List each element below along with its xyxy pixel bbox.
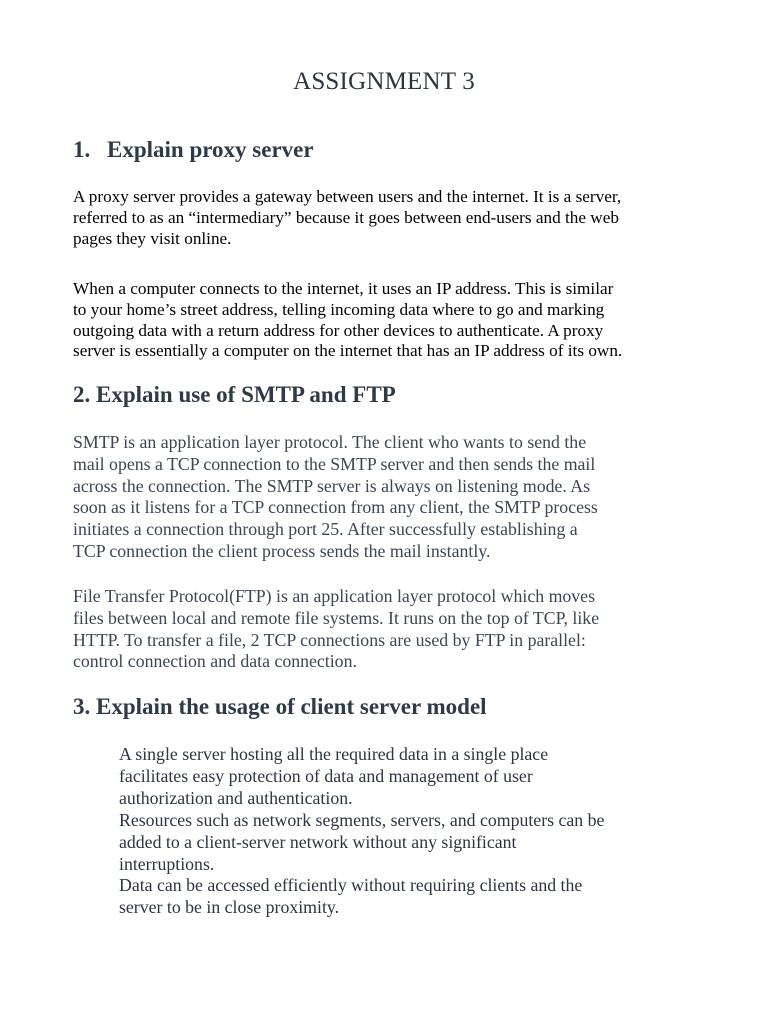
paragraph-line: across the connection. The SMTP server is always on listening mode. As bbox=[73, 475, 591, 496]
section-1-heading-text: Explain proxy server bbox=[107, 137, 314, 162]
section-1-heading bbox=[73, 137, 314, 163]
paragraph-line: mail opens a TCP connection to the SMTP server and then sends the mail bbox=[73, 453, 596, 474]
paragraph-line: Resources such as network segments, servers, and computers can be bbox=[119, 809, 605, 830]
paragraph-line: pages they visit online. bbox=[73, 228, 232, 248]
section-3-heading: 3. Explain the usage of client server model bbox=[73, 694, 487, 719]
proxy-paragraph-2 bbox=[73, 279, 713, 362]
smtp-paragraph bbox=[73, 432, 713, 563]
paragraph-line: referred to as an “intermediary” because it goes between end-users and the web bbox=[73, 207, 619, 227]
paragraph-line: HTTP. To transfer a file, 2 TCP connections are used by FTP in parallel: bbox=[73, 629, 586, 650]
paragraph-line: Data can be accessed efficiently without requiring clients and the bbox=[119, 875, 583, 896]
client-server-text bbox=[119, 744, 719, 919]
paragraph-line: control connection and data connection. bbox=[73, 651, 357, 672]
document-title: ASSIGNMENT 3 bbox=[293, 68, 475, 95]
paragraph-line: added to a client-server network without any significant bbox=[119, 831, 517, 852]
paragraph-line: When a computer connects to the internet, it uses an IP address. This is similar bbox=[73, 279, 614, 298]
paragraph-line: server is essentially a computer on the internet that has an IP address of its own. bbox=[73, 341, 623, 361]
paragraph-line: outgoing data with a return address for other devices to authenticate. A proxy bbox=[73, 320, 604, 340]
paragraph-line: authorization and authentication. bbox=[119, 787, 353, 808]
paragraph-line: to your home’s street address, telling incoming data where to go and marking bbox=[73, 299, 605, 319]
section-2-heading: 2. Explain use of SMTP and FTP bbox=[73, 382, 396, 407]
paragraph-line: initiates a connection through port 25. After successfully establishing a bbox=[73, 519, 578, 540]
ftp-paragraph bbox=[73, 586, 713, 673]
paragraph-line: File Transfer Protocol(FTP) is an application layer protocol which moves bbox=[73, 586, 595, 606]
paragraph-line: TCP connection the client process sends the mail instantly. bbox=[73, 540, 491, 561]
paragraph-line: A single server hosting all the required data in a single place bbox=[119, 744, 549, 764]
paragraph-line: A proxy server provides a gateway between users and the internet. It is a server, bbox=[73, 187, 622, 206]
paragraph-line: soon as it listens for a TCP connection from any client, the SMTP process bbox=[73, 497, 598, 518]
paragraph-line: server to be in close proximity. bbox=[119, 897, 340, 918]
proxy-paragraph-1 bbox=[73, 187, 713, 249]
paragraph-line: SMTP is an application layer protocol. The client who wants to send the bbox=[73, 432, 587, 452]
section-1-number: 1. bbox=[73, 137, 91, 162]
paragraph-line: interruptions. bbox=[119, 853, 215, 874]
paragraph-line: facilitates easy protection of data and management of user bbox=[119, 765, 533, 786]
paragraph-line: files between local and remote file systems. It runs on the top of TCP, like bbox=[73, 607, 600, 628]
